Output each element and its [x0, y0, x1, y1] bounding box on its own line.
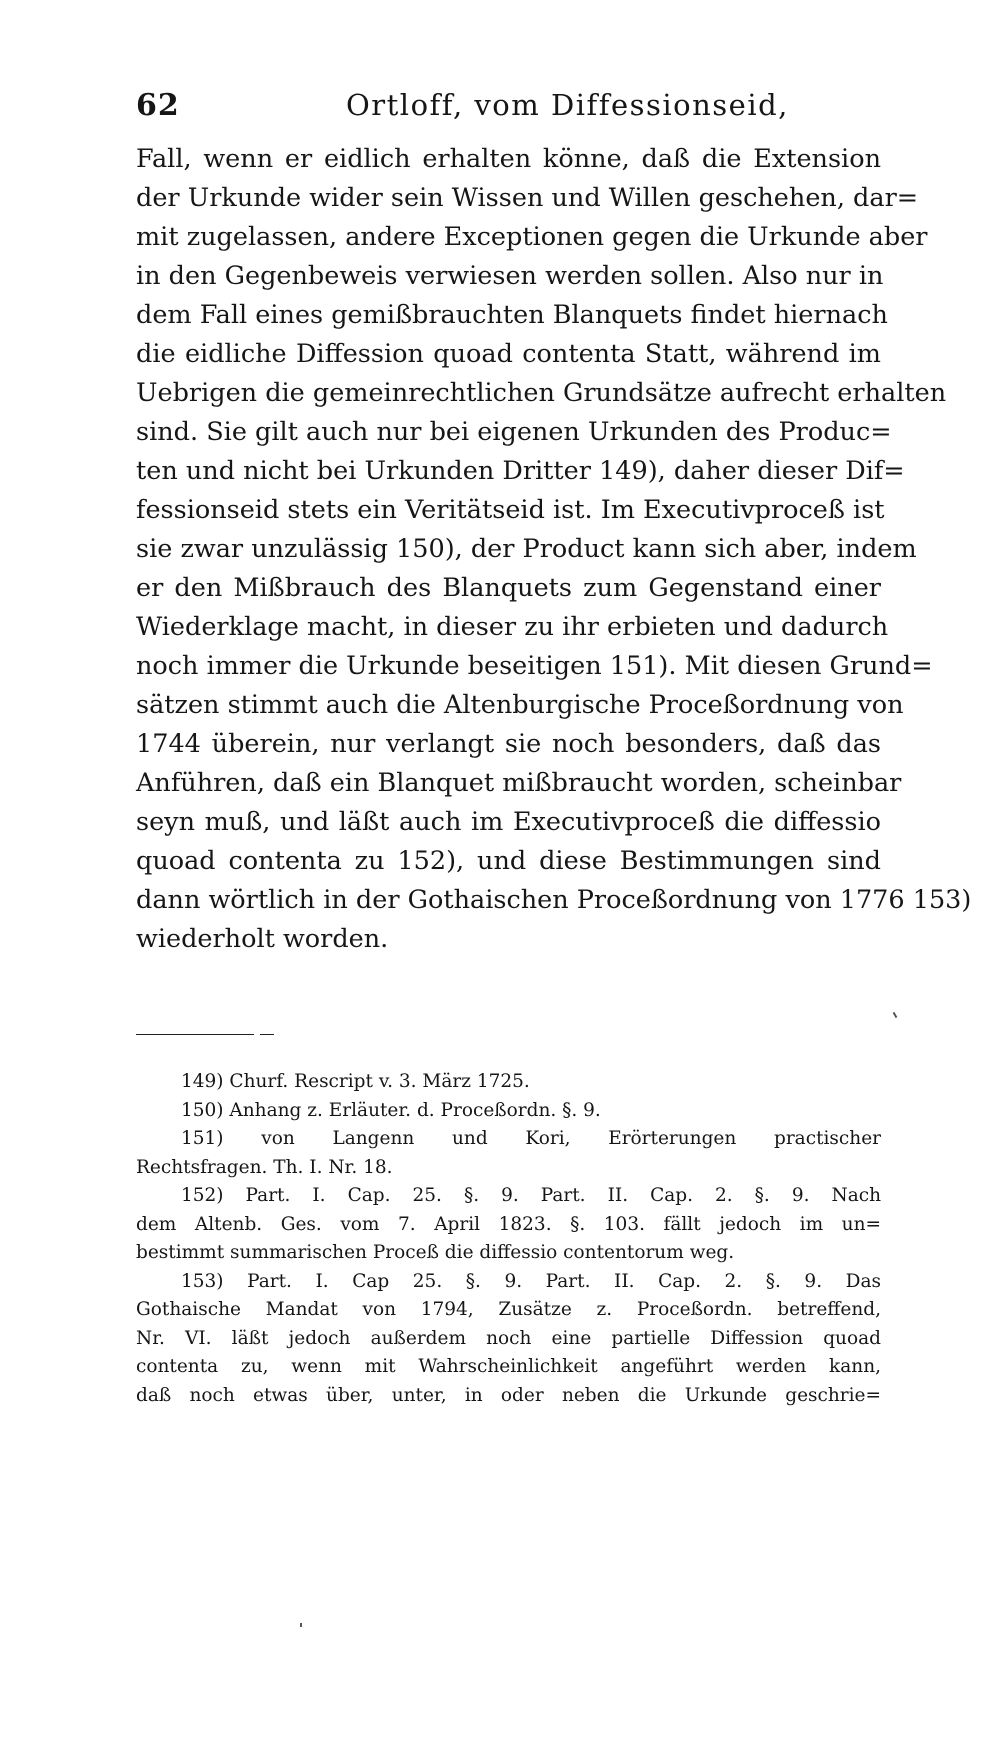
footnote-line: Gothaische Mandat von 1794, Zusätze z. Proceßordn. betreffend,	[136, 1299, 881, 1320]
footnote-line: Nr. VI. läßt jedoch außerdem noch eine partielle Diffession quoad	[136, 1327, 881, 1349]
footnotes	[136, 1068, 881, 1410]
body-line: ten und nicht bei Urkunden Dritter 149), daher dieser Dif=	[136, 456, 905, 486]
body-line: fessionseid stets ein Veritätseid ist. Im Executivproceß ist	[136, 495, 885, 525]
body-line: sätzen stimmt auch die Altenburgische Proceßordnung von	[136, 690, 904, 720]
body-line: sie zwar unzulässig 150), der Product kann sich aber, indem	[136, 534, 917, 564]
body-line: in den Gegenbeweis verwiesen werden sollen. Also nur in	[136, 261, 884, 291]
footnote-line: 150) Anhang z. Erläuter. d. Proceßordn. §. 9.	[181, 1099, 601, 1121]
paper-speck	[300, 1623, 302, 1627]
body-line: Anführen, daß ein Blanquet mißbraucht worden, scheinbar	[136, 768, 902, 798]
footnote-line: 149) Churf. Rescript v. 3. März 1725.	[181, 1071, 530, 1092]
footnote-separator-tail	[260, 1034, 274, 1035]
footnote-line: daß noch etwas über, unter, in oder neben die Urkunde geschrie=	[136, 1384, 881, 1406]
footnote-line: contenta zu, wenn mit Wahrscheinlichkeit angeführt werden kann,	[136, 1356, 881, 1377]
body-line: quoad contenta zu 152), und diese Bestimmungen sind	[136, 846, 881, 876]
body-line: seyn muß, und läßt auch im Executivproceß die diffessio	[136, 807, 881, 837]
body-line: wiederholt worden.	[136, 924, 389, 954]
footnote-line: bestimmt summarischen Proceß die diffessio contentorum weg.	[136, 1242, 735, 1263]
paper-speck	[893, 1012, 898, 1018]
body-line: 1744 überein, nur verlangt sie noch besonders, daß das	[136, 729, 881, 759]
body-line: dem Fall eines gemißbrauchten Blanquets findet hiernach	[136, 300, 888, 330]
body-text	[136, 140, 972, 959]
page-header	[136, 88, 876, 128]
body-line: sind. Sie gilt auch nur bei eigenen Urkunden des Produc=	[136, 417, 892, 447]
running-head: Ortloff, vom Diffessionseid,	[346, 88, 789, 122]
footnote-line: dem Altenb. Ges. vom 7. April 1823. §. 103. fällt jedoch im un=	[136, 1213, 881, 1235]
body-line: dann wörtlich in der Gothaischen Proceßordnung von 1776 153)	[136, 885, 972, 915]
body-line: Uebrigen die gemeinrechtlichen Grundsätze aufrecht erhalten	[136, 378, 947, 408]
footnote-line: 152) Part. I. Cap. 25. §. 9. Part. II. Cap. 2. §. 9. Nach	[181, 1185, 881, 1206]
body-line: mit zugelassen, andere Exceptionen gegen die Urkunde aber	[136, 222, 928, 252]
body-line: noch immer die Urkunde beseitigen 151). Mit diesen Grund=	[136, 651, 933, 681]
page-number: 62	[136, 88, 180, 123]
footnote-line: 153) Part. I. Cap 25. §. 9. Part. II. Cap. 2. §. 9. Das	[181, 1270, 881, 1292]
body-line: Fall, wenn er eidlich erhalten könne, daß die Extension	[136, 144, 881, 174]
body-line: er den Mißbrauch des Blanquets zum Gegenstand einer	[136, 573, 881, 603]
footnote-line: Rechtsfragen. Th. I. Nr. 18.	[136, 1156, 393, 1178]
footnote-line: 151) von Langenn und Kori, Erörterungen practischer	[181, 1128, 881, 1149]
body-line: die eidliche Diffession quoad contenta Statt, während im	[136, 339, 881, 369]
body-line: der Urkunde wider sein Wissen und Willen geschehen, dar=	[136, 183, 919, 213]
body-line: Wiederklage macht, in dieser zu ihr erbieten und dadurch	[136, 612, 889, 642]
footnote-separator	[136, 1034, 254, 1035]
